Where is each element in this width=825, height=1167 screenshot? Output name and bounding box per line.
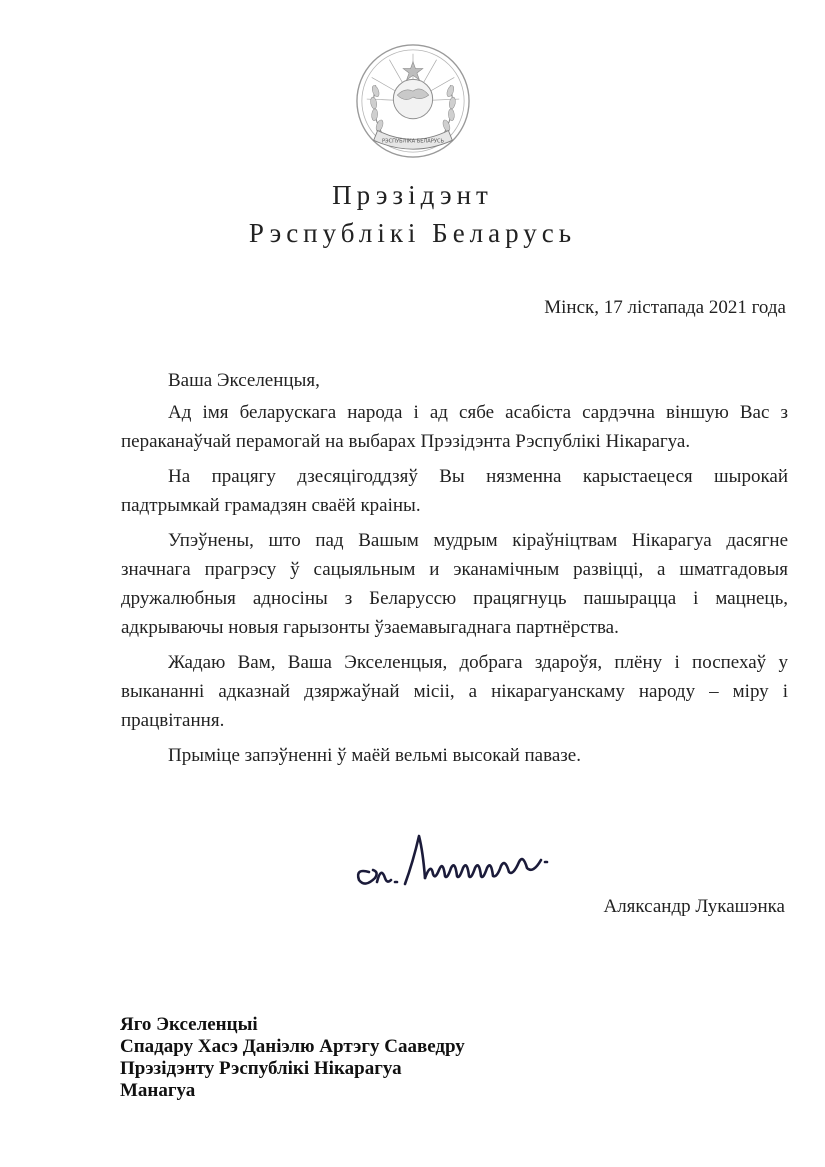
letterhead-title-line-1: Прэзідэнт — [332, 180, 493, 210]
signature-drawing — [347, 822, 565, 898]
handwritten-signature-icon — [347, 822, 565, 898]
addressee-line: Спадару Хасэ Даніэлю Артэгу Сааведру — [120, 1036, 465, 1057]
addressee-line: Прэзідэнту Рэспублікі Нікарагуа — [120, 1058, 402, 1079]
signer-name: Аляксандр Лукашэнка — [603, 896, 785, 917]
salutation: Ваша Экселенцыя, — [168, 370, 320, 391]
emblem-drawing — [354, 42, 472, 160]
letterhead-title-line-2: Рэспублікі Беларусь — [248, 218, 577, 248]
letter-body — [121, 398, 788, 776]
addressee-line: Манагуа — [120, 1080, 196, 1101]
emblem-ribbon-text: РЭСПУБЛІКА БЕЛАРУСЬ — [381, 138, 445, 145]
date-line: Мінск, 17 лістапада 2021 года — [544, 297, 786, 318]
paragraph: Прыміце запэўненні ў маёй вельмі высокай павазе. — [168, 745, 581, 766]
paragraph: Жадаю Вам, Ваша Экселенцыя, добрага здароўя, плёну і поспехаў у выкананні адказнай дзяржаўнай місіі, а нікарагуанскаму народу – міру і працвітання. — [121, 652, 788, 731]
belarus-coat-of-arms-icon — [354, 42, 472, 160]
addressee-line: Яго Экселенцыі — [120, 1014, 258, 1035]
paragraph: На працягу дзесяцігоддзяў Вы нязменна карыстаецеся шырокай падтрымкай грамадзян сваёй краіны. — [121, 466, 788, 516]
paragraph: Ад імя беларускага народа і ад сябе асабіста сардэчна віншую Вас з пераканаўчай перамогай на выбарах Прэзідэнта Рэспублікі Нікарагуа. — [121, 402, 788, 452]
addressee-block — [120, 1014, 465, 1102]
paragraph: Упэўнены, што пад Вашым мудрым кіраўніцтвам Нікарагуа дасягне значнага прагрэсу ў сацыяльным и эканамічным развіцці, а шматгадовыя дружалюбныя адносіны з Беларуссю працягнуць пашырацца і мацнець, адкрываючы новыя гарызонты ўзаемавыгаднага партнёрства. — [121, 530, 788, 638]
